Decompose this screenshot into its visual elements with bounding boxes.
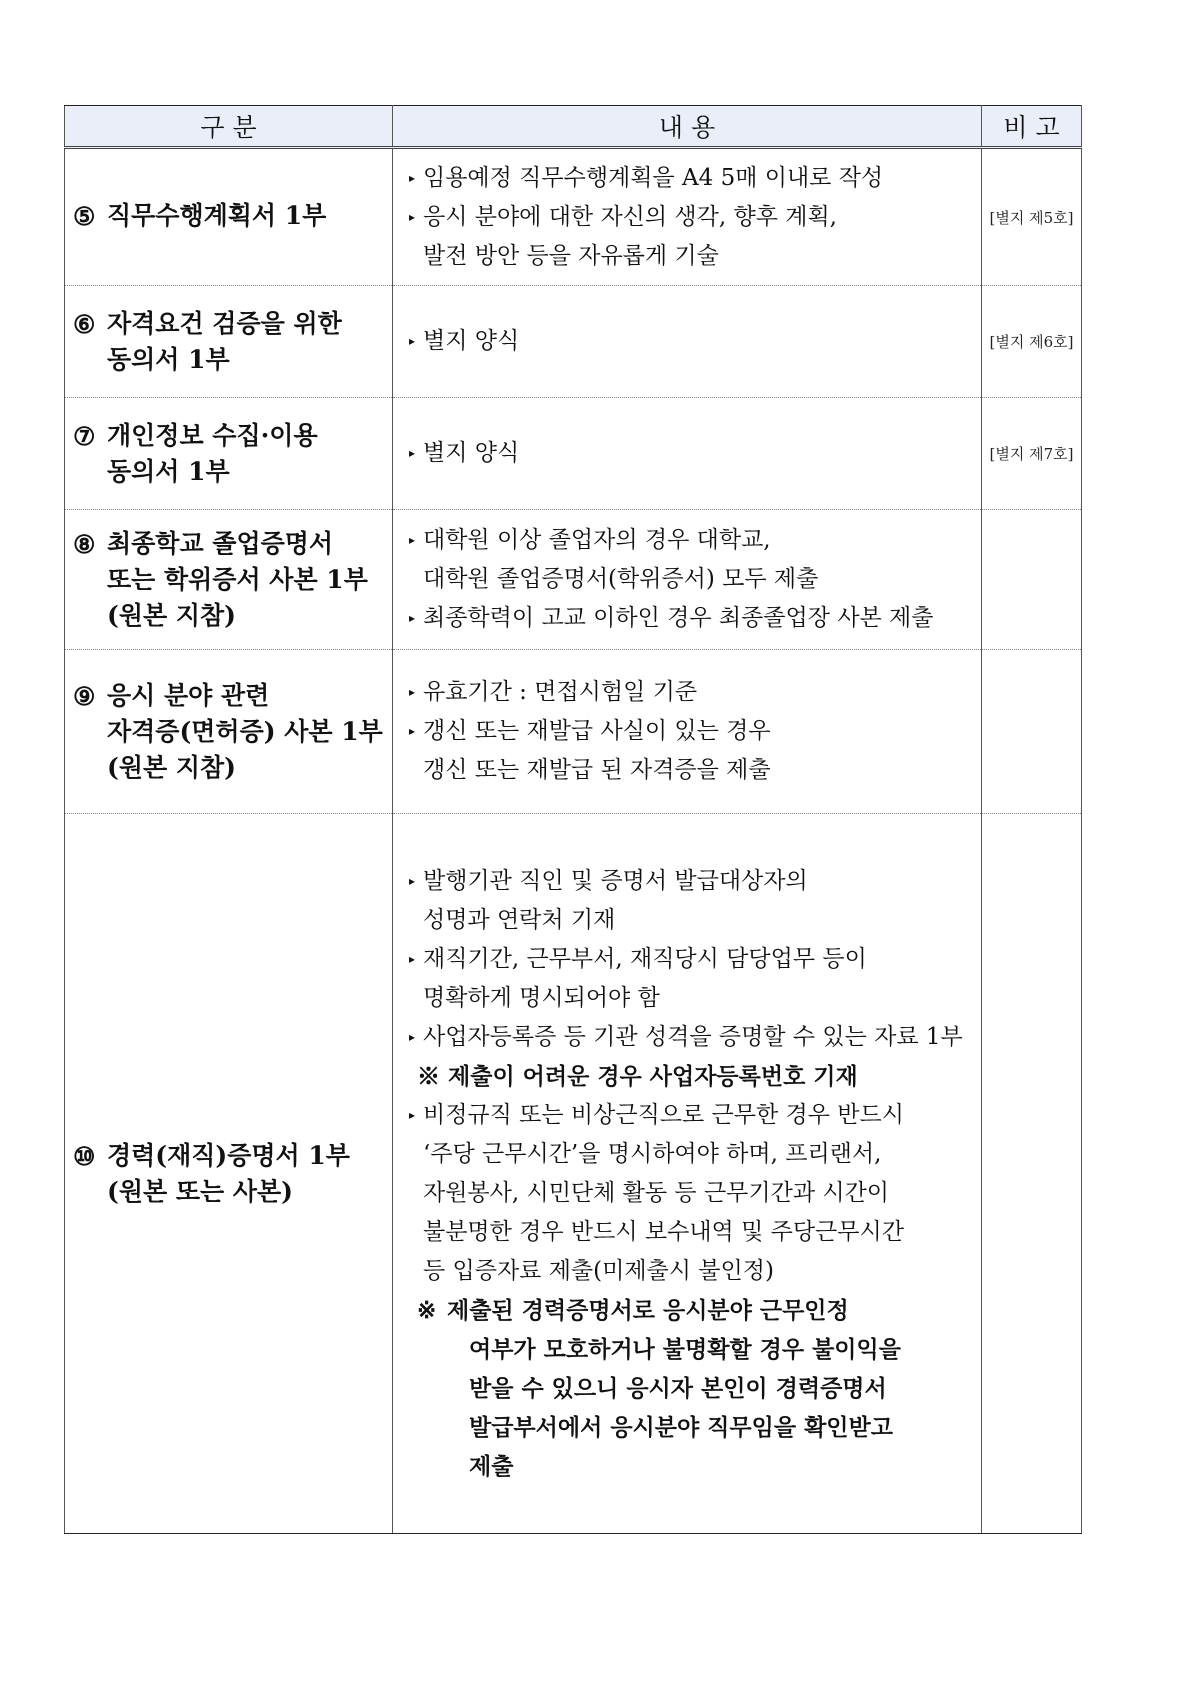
category-number: ⑥	[73, 309, 96, 339]
note-cell	[982, 148, 1082, 286]
bullet-line: 발전 방안 등을 자유롭게 기술	[423, 242, 719, 269]
content-cell	[393, 510, 982, 650]
content-wrap	[393, 159, 981, 276]
bullet-line: 별지 양식	[423, 440, 520, 466]
category-wrap	[65, 526, 392, 634]
content-bullet	[409, 712, 973, 790]
table-header-row	[65, 106, 1082, 148]
content-bullet	[409, 322, 973, 361]
bullet-line: 대학원 졸업증명서(학위증서) 모두 제출	[423, 566, 819, 592]
content-bullet	[409, 521, 973, 599]
content-bullet	[409, 1096, 973, 1291]
table-row	[65, 148, 1082, 286]
category-label-line: (원본 지참)	[107, 600, 236, 630]
category-wrap	[65, 306, 392, 378]
content-bullet	[409, 599, 973, 638]
category-label-line: 동의서 1부	[107, 456, 230, 486]
final-note-line: 제출된 경력증명서로 응시분야 근무인정	[447, 1296, 849, 1324]
bullet-line: 불분명한 경우 반드시 보수내역 및 주당근무시간	[423, 1218, 904, 1245]
bullet-triangle-icon: ▸	[409, 209, 416, 224]
category-label	[107, 418, 318, 490]
category-label-line: 개인정보 수집·이용	[107, 420, 318, 450]
category-label-line: 최종학교 졸업증명서	[107, 528, 334, 558]
bullet-text	[423, 434, 973, 473]
bullet-line: 등 입증자료 제출(미제출시 불인정)	[423, 1257, 774, 1284]
bullet-triangle-icon: ▸	[409, 334, 416, 348]
category-label-line: (원본 지참)	[107, 752, 236, 782]
category-wrap	[65, 418, 392, 490]
bullet-triangle-icon: ▸	[409, 446, 416, 460]
bullet-triangle-icon: ▸	[409, 873, 416, 888]
category-label	[107, 678, 383, 786]
bullet-line: 성명과 연락처 기재	[423, 906, 616, 933]
content-bullet	[409, 434, 973, 473]
final-note-line: 받을 수 있으니 응시자 본인이 경력증명서	[469, 1374, 887, 1402]
category-label-line: 응시 분야 관련	[107, 680, 270, 710]
content-wrap	[393, 862, 981, 1486]
bullet-line: 대학원 이상 졸업자의 경우 대학교,	[423, 527, 771, 553]
content-bullet	[409, 862, 973, 940]
category-wrap	[65, 198, 392, 236]
reference-mark: ※	[417, 1296, 437, 1324]
category-wrap	[65, 1138, 392, 1210]
content-bullet	[409, 159, 973, 198]
category-number: ⑤	[73, 202, 96, 231]
category-wrap	[65, 678, 392, 786]
category-label-line: 또는 학위증서 사본 1부	[107, 564, 368, 594]
header-note: 비 고	[982, 106, 1082, 148]
note-cell	[982, 650, 1082, 814]
bullet-triangle-icon: ▸	[409, 1107, 416, 1122]
content-bullet	[409, 1018, 973, 1057]
bullet-text	[423, 673, 973, 712]
header-content: 내 용	[393, 106, 982, 148]
category-number: ⑩	[73, 1141, 96, 1171]
content-cell	[393, 398, 982, 510]
bullet-text	[423, 862, 973, 940]
bullet-text	[423, 322, 973, 361]
category-cell	[65, 148, 393, 286]
category-cell	[65, 814, 393, 1534]
category-label-line: 자격증(면허증) 사본 1부	[107, 716, 383, 746]
content-wrap	[393, 434, 981, 473]
bullet-line: 별지 양식	[423, 328, 520, 354]
table-row	[65, 814, 1082, 1534]
form-reference: [별지 제5호]	[989, 208, 1074, 227]
category-label	[107, 526, 368, 634]
bullet-line: 사업자등록증 등 기관 성격을 증명할 수 있는 자료 1부	[423, 1023, 963, 1050]
bullet-text	[423, 1096, 973, 1291]
content-bullet	[409, 198, 973, 276]
bullet-line: 발행기관 직인 및 증명서 발급대상자의	[423, 867, 808, 894]
category-cell	[65, 398, 393, 510]
bullet-text	[423, 198, 973, 276]
table-row	[65, 398, 1082, 510]
bullet-line: 갱신 또는 재발급 사실이 있는 경우	[423, 718, 771, 744]
category-cell	[65, 286, 393, 398]
category-label-line: 직무수행계획서 1부	[107, 201, 327, 230]
bullet-triangle-icon: ▸	[409, 533, 416, 547]
category-cell	[65, 510, 393, 650]
bullet-line: 재직기간, 근무부서, 재직당시 담당업무 등이	[423, 945, 867, 972]
category-label	[107, 198, 326, 234]
bullet-line: 갱신 또는 재발급 된 자격증을 제출	[423, 757, 771, 783]
category-label-line: 경력(재직)증명서 1부	[107, 1140, 350, 1170]
bullet-line: ‘주당 근무시간’을 명시하여야 하며, 프리랜서,	[423, 1140, 882, 1167]
content-final-note	[409, 1291, 973, 1486]
bullet-text	[423, 1018, 973, 1057]
content-wrap	[393, 322, 981, 361]
bullet-line: 명확하게 명시되어야 함	[423, 984, 660, 1011]
category-label	[107, 1138, 350, 1210]
bullet-line: 임용예정 직무수행계획을 A4 5매 이내로 작성	[423, 164, 884, 191]
category-label	[107, 306, 342, 378]
bullet-text	[423, 521, 973, 599]
content-bullet	[409, 673, 973, 712]
bullet-text	[423, 599, 973, 638]
bullet-line: 최종학력이 고교 이하인 경우 최종졸업장 사본 제출	[423, 605, 934, 631]
bullet-line: 유효기간 : 면접시험일 기준	[423, 679, 698, 705]
bullet-triangle-icon: ▸	[409, 611, 416, 625]
content-cell	[393, 650, 982, 814]
bullet-triangle-icon: ▸	[409, 685, 416, 699]
final-note-line: 제출	[469, 1452, 514, 1480]
form-reference: [별지 제7호]	[989, 445, 1074, 463]
requirements-table	[64, 105, 1082, 1534]
table-row	[65, 286, 1082, 398]
content-wrap	[393, 673, 981, 790]
category-number: ⑧	[73, 529, 96, 559]
bullet-text	[423, 712, 973, 790]
bullet-triangle-icon: ▸	[409, 1029, 416, 1044]
category-label-line: (원본 또는 사본)	[107, 1176, 293, 1206]
final-note-line: 발급부서에서 응시분야 직무임을 확인받고	[469, 1413, 893, 1441]
note-cell	[982, 286, 1082, 398]
final-note-line: 여부가 모호하거나 불명확할 경우 불이익을	[469, 1335, 901, 1363]
bullet-triangle-icon: ▸	[409, 951, 416, 966]
header-category: 구 분	[65, 106, 393, 148]
bullet-line: 비정규직 또는 비상근직으로 근무한 경우 반드시	[423, 1101, 904, 1128]
bullet-text	[423, 159, 973, 198]
note-cell	[982, 510, 1082, 650]
content-cell	[393, 148, 982, 286]
bullet-triangle-icon: ▸	[409, 724, 416, 738]
form-reference: [별지 제6호]	[989, 333, 1074, 351]
category-cell	[65, 650, 393, 814]
bullet-triangle-icon: ▸	[409, 170, 416, 185]
content-note: ※ 제출이 어려운 경우 사업자등록번호 기재	[417, 1062, 858, 1090]
note-cell	[982, 814, 1082, 1534]
bullet-line: 자원봉사, 시민단체 활동 등 근무기간과 시간이	[423, 1179, 890, 1206]
table-row	[65, 650, 1082, 814]
bullet-text	[423, 940, 973, 1018]
category-label-line: 동의서 1부	[107, 344, 230, 374]
bullet-line: 응시 분야에 대한 자신의 생각, 향후 계획,	[423, 203, 837, 230]
table-row	[65, 510, 1082, 650]
content-cell	[393, 286, 982, 398]
content-wrap	[393, 521, 981, 638]
category-label-line: 자격요건 검증을 위한	[107, 308, 342, 338]
content-cell	[393, 814, 982, 1534]
note-cell	[982, 398, 1082, 510]
final-note-text	[439, 1291, 973, 1486]
category-number: ⑦	[73, 421, 96, 451]
category-number: ⑨	[73, 681, 96, 711]
content-bullet	[409, 940, 973, 1018]
